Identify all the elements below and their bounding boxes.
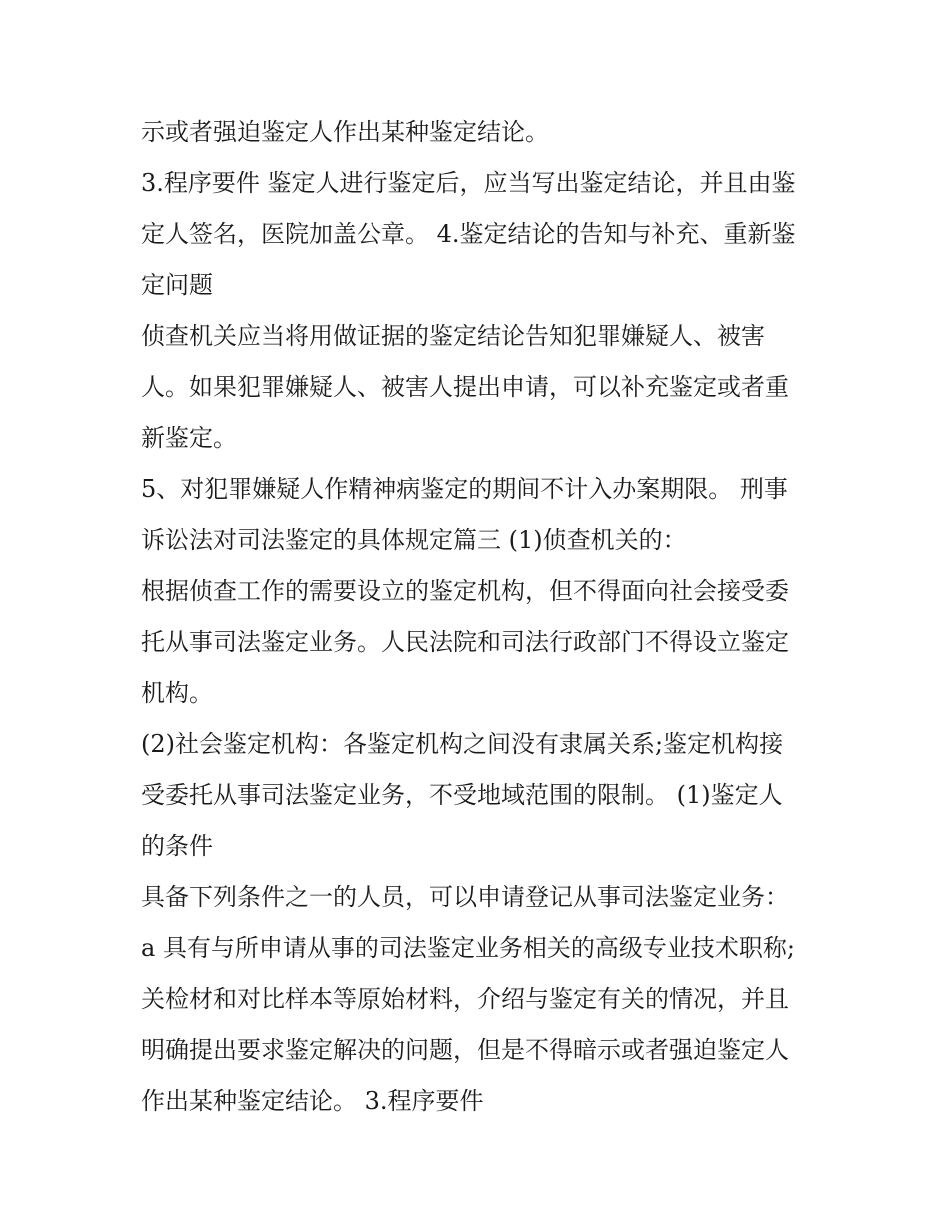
text-line: 人。如果犯罪嫌疑人、被害人提出申请，可以补充鉴定或者重 (141, 373, 789, 401)
text-line: 侦查机关应当将用做证据的鉴定结论告知犯罪嫌疑人、被害 (141, 322, 765, 350)
text-line: 3.程序要件 鉴定人进行鉴定后，应当写出鉴定结论，并且由鉴 (141, 169, 796, 197)
text-line: 新鉴定。 (141, 424, 237, 452)
text-line: 机构。 (141, 679, 213, 707)
text-line: 诉讼法对司法鉴定的具体规定篇三 (1)侦查机关的： (141, 526, 687, 554)
text-line: a 具有与所申请从事的司法鉴定业务相关的高级专业技术职称; (141, 934, 796, 962)
body-text (141, 107, 821, 1127)
text-line: 示或者强迫鉴定人作出某种鉴定结论。 (141, 118, 549, 146)
text-line: 5、对犯罪嫌疑人作精神病鉴定的期间不计入办案期限。 刑事 (141, 475, 788, 503)
text-line: (2)社会鉴定机构：各鉴定机构之间没有隶属关系;鉴定机构接 (141, 730, 784, 758)
text-line: 的条件 (141, 832, 213, 860)
text-line: 明确提出要求鉴定解决的问题，但是不得暗示或者强迫鉴定人 (141, 1036, 789, 1064)
text-line: 作出某种鉴定结论。 3.程序要件 (141, 1087, 484, 1115)
text-line: 根据侦查工作的需要设立的鉴定机构，但不得面向社会接受委 (141, 577, 789, 605)
text-line: 受委托从事司法鉴定业务，不受地域范围的限制。 (1)鉴定人 (141, 781, 783, 809)
text-line: 定人签名，医院加盖公章。 4.鉴定结论的告知与补充、重新鉴 (141, 220, 796, 248)
text-line: 定问题 (141, 271, 213, 299)
text-line: 关检材和对比样本等原始材料，介绍与鉴定有关的情况，并且 (141, 985, 789, 1013)
text-line: 具备下列条件之一的人员，可以申请登记从事司法鉴定业务： (141, 883, 789, 911)
text-line: 托从事司法鉴定业务。人民法院和司法行政部门不得设立鉴定 (141, 628, 789, 656)
